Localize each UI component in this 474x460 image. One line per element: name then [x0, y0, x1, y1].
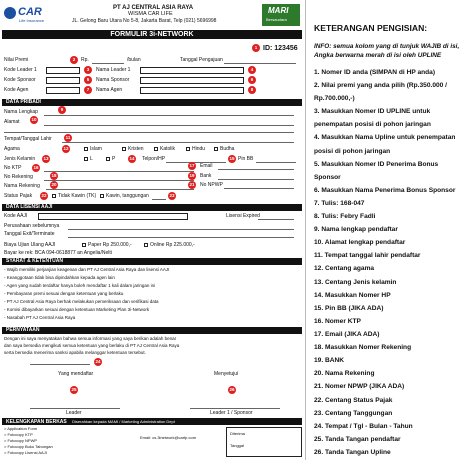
biaya-ujian-label: Biaya Ujian Ulang AAJI: [4, 242, 56, 248]
logo-mark-icon: [4, 7, 16, 19]
marker-21: 21: [189, 182, 195, 187]
pin-bb-field[interactable]: [256, 162, 296, 163]
info-line-1: INFO: semua kolom yang di tunjuk WAJIB di isi,: [314, 43, 460, 50]
no-npwp-label: No NPWP: [200, 182, 223, 188]
kode-aaji-field[interactable]: [38, 213, 188, 220]
member-id: ID: 123456: [263, 45, 298, 52]
marker-12: 12: [63, 146, 69, 151]
data-lisensi-title: DATA LISENSI AAJI: [6, 204, 53, 210]
data-pribadi-title: DATA PRIBADI: [6, 99, 41, 105]
mari-logo-subtext: Bersaudara: [266, 17, 287, 22]
marker-24: 24: [95, 359, 101, 364]
nama-agen-field[interactable]: [140, 87, 244, 94]
berkas-item-1: > Application Form: [4, 426, 38, 431]
marker-9: 9: [58, 106, 66, 114]
pernyataan-line-1: Dengan ini saya menyatakan bahwa semua informasi yang saya berikan adalah benar: [4, 336, 177, 341]
logo-subtext: Life Insurance: [19, 18, 45, 23]
nama-lengkap-label: Nama Lengkap: [4, 109, 38, 115]
tempat-tanggal-field[interactable]: [30, 364, 90, 365]
lisensi-expired-label: Lisensi Expired: [226, 213, 260, 219]
marker-11: 11: [65, 135, 71, 140]
per-bulan-label: /bulan: [127, 57, 141, 63]
syarat-title: SYARAT & KETENTUAN: [6, 258, 63, 264]
tanggal-exit-field[interactable]: [68, 237, 294, 238]
pin-bb-label: Pin BB: [238, 156, 254, 162]
marker-15: 15: [229, 156, 235, 161]
marker-7: 7: [84, 86, 92, 94]
note-item: 14. Masukkan Nomer HP: [314, 292, 391, 299]
online-checkbox[interactable]: [144, 243, 148, 247]
pernyataan-line-3: serta bersedia menerima sanksi apabila melanggar ketentuan tersebut.: [4, 350, 146, 355]
status-pajak-label: Status Pajak: [4, 193, 33, 199]
agama-budha-checkbox[interactable]: [214, 147, 218, 151]
no-ktp-label: No KTP: [4, 165, 22, 171]
keterangan-panel: [310, 0, 474, 460]
note-item: 1. Nomer ID anda (SIMPAN di HP anda): [314, 69, 436, 76]
marker-25: 25: [71, 387, 77, 392]
no-rekening-label: No Rekening: [4, 174, 33, 180]
marker-10: 10: [31, 117, 37, 122]
bank-label: Bank: [200, 173, 212, 179]
company-building: WISMA CAR LIFE: [128, 11, 173, 17]
marker-1: 1: [252, 44, 260, 52]
syarat-header: [2, 258, 302, 265]
marker-4: 4: [248, 66, 256, 74]
status-kawin-checkbox[interactable]: [100, 194, 104, 198]
berkas-email-note: Email: cs.3inetwork@carfp.com: [140, 435, 197, 440]
data-lisensi-header: [2, 204, 302, 211]
alamat-label: Alamat: [4, 119, 20, 125]
rp-label: Rp.: [81, 57, 89, 63]
note-item: 18. Masukkan Nomer Rekening: [314, 344, 412, 351]
company-address: JL. Gelong Baru Utara No 5-8, Jakarta Barat, Telp (021) 5696998: [72, 18, 217, 24]
nama-sponsor-label: Nama Sponsor: [96, 77, 130, 83]
marker-17: 17: [189, 163, 195, 168]
note-item: 25. Tanda Tangan pendaftar: [314, 436, 401, 443]
kode-agen-label: Kode Agen: [4, 87, 29, 93]
syarat-line-6: - Komisi dibayarkan sesuai dengan ketentuan Marketing Plan 3i-Network: [4, 307, 150, 312]
note-item: 4. Masukkan Nama Upline untuk penempatan: [314, 134, 456, 141]
tanggal-pengajuan-label: Tanggal Pengajuan: [180, 57, 223, 63]
marker-18: 18: [51, 173, 57, 178]
agama-islam-label: Islam: [90, 146, 102, 152]
jenis-kelamin-label: Jenis Kelamin: [4, 156, 36, 162]
kode-sponsor-field[interactable]: [46, 77, 80, 84]
jk-p-label: P: [112, 156, 116, 162]
no-npwp-field[interactable]: [224, 188, 294, 189]
marker-3: 3: [84, 66, 92, 74]
marker-22: 22: [41, 193, 47, 198]
note-item: 13. Centang Jenis kelamin: [314, 279, 397, 286]
note-item: 26. Tanda Tangan Upline: [314, 449, 391, 456]
sign-left-label: Leader: [66, 410, 82, 416]
mari-bersaudara-logo: [262, 4, 300, 26]
nama-rekening-label: Nama Rekening: [4, 183, 40, 189]
yang-mendaftar-label: Yang mendaftar: [58, 371, 94, 377]
sign-right-label: Leader 1 / Sponsor: [210, 410, 253, 416]
berkas-item-5: > Fotocopy Lisensi AAJI: [4, 450, 47, 455]
agama-hindu-checkbox[interactable]: [186, 147, 190, 151]
kode-aaji-label: Kode AAJI: [4, 213, 28, 219]
note-item: 23. Centang Tanggungan: [314, 410, 393, 417]
note-item: 17. Email (JIKA ADA): [314, 331, 380, 338]
agama-budha-label: Budha: [220, 146, 235, 152]
logo-text: CAR: [18, 6, 42, 18]
jk-l-label: L: [90, 156, 93, 162]
paper-label: Paper Rp 250.000,-: [88, 242, 132, 248]
diterima-box: [226, 427, 302, 457]
marker-23: 23: [169, 193, 175, 198]
berkas-item-2: > Fotocopy KTP: [4, 432, 33, 437]
note-item: Sponsor: [314, 174, 341, 181]
note-item: 7. Tulis: 168-047: [314, 200, 365, 207]
note-item: 9. Nama lengkap pendaftar: [314, 226, 398, 233]
agama-kristen-label: Kristen: [128, 146, 144, 152]
note-item: 24. Tempat / Tgl - Bulan - Tahun: [314, 423, 413, 430]
email-field[interactable]: [218, 169, 294, 170]
nilai-premi-field[interactable]: [92, 63, 124, 64]
marker-19: 19: [189, 173, 195, 178]
diterima-label: Diterima: [230, 431, 245, 436]
agama-katolik-checkbox[interactable]: [154, 147, 158, 151]
marker-16: 16: [33, 165, 39, 170]
nama-lengkap-field[interactable]: [44, 115, 294, 116]
car-logo: [4, 4, 50, 24]
email-label: Email: [200, 163, 213, 169]
tanggungan-field[interactable]: [152, 199, 166, 200]
marker-20: 20: [51, 182, 57, 187]
marker-8: 8: [248, 86, 256, 94]
nama-leader-label: Nama Leader 1: [96, 67, 131, 73]
note-item: 21. Nomer NPWP (JIKA ADA): [314, 383, 405, 390]
kode-leader-label: Kode Leader 1: [4, 67, 37, 73]
agama-kristen-checkbox[interactable]: [122, 147, 126, 151]
kode-sponsor-label: Kode Sponsor: [4, 77, 36, 83]
syarat-line-1: - Wajib memiliki perjanjian keagenan dan PT AJ Central Asia Raya dan lisensi AAJI: [4, 267, 170, 272]
bayar-ke-label: Bayar ke rek: BCA 094-0618877 an Angelia/Nelti: [4, 250, 112, 256]
menyetujui-label: Menyetujui: [214, 371, 239, 377]
kode-leader-field[interactable]: [46, 67, 80, 74]
signature-line-left[interactable]: [30, 408, 120, 409]
note-item: Rp.700.000,-): [314, 95, 355, 102]
nilai-premi-label: Nilai Premi: [4, 57, 29, 63]
agama-label: Agama: [4, 146, 20, 152]
jk-l-checkbox[interactable]: [84, 157, 88, 161]
nama-sponsor-field[interactable]: [140, 77, 244, 84]
syarat-line-7: - Nasabah PT AJ Central Asia Raya: [4, 315, 76, 320]
jk-p-checkbox[interactable]: [106, 157, 110, 161]
tanggal-label: Tanggal: [230, 443, 245, 448]
paper-checkbox[interactable]: [82, 243, 86, 247]
note-item: 6. Masukkan Nama Penerima Bonus Sponsor: [314, 187, 456, 194]
marker-2: 2: [70, 56, 78, 64]
note-item: 12. Centang agama: [314, 265, 375, 272]
info-line-2: Angka berwarna merah di isi oleh UPLINE: [314, 52, 442, 59]
online-label: Online Rp 225.000,-: [150, 242, 195, 248]
alamat-field-1[interactable]: [44, 125, 294, 126]
pernyataan-title: PERNYATAAN: [6, 327, 40, 333]
perusahaan-sebelumnya-field[interactable]: [68, 229, 294, 230]
marker-6: 6: [248, 76, 256, 84]
no-ktp-field[interactable]: [44, 171, 194, 172]
tanggal-exit-label: Tanggal Exit/Terminate: [4, 231, 55, 237]
ttl-field[interactable]: [62, 142, 294, 143]
data-pribadi-header: [2, 99, 302, 106]
status-tk-label: Tidak Kawin (TK): [58, 193, 97, 199]
note-item: 5. Masukkan Nomer ID Penerima Bonus: [314, 161, 439, 168]
form-title: FORMULIR 3i-NETWORK: [110, 31, 194, 38]
ttl-label: Tempat/Tanggal Lahir: [4, 136, 52, 142]
syarat-line-3: - Agen yang sudah terdaftar hanya boleh mendaftar 1 kali dalam jaringan ini: [4, 283, 156, 288]
note-item: 2. Nilai premi yang anda pilih (Rp.350.000 /: [314, 82, 448, 89]
note-item: 16. Nomer KTP: [314, 318, 361, 325]
bank-field[interactable]: [218, 179, 294, 180]
nama-rekening-field[interactable]: [46, 189, 194, 190]
marker-14: 14: [129, 156, 135, 161]
note-item: penempatan posisi di pohon jaringan: [314, 121, 431, 128]
marker-13: 13: [43, 156, 49, 161]
agama-hindu-label: Hindu: [192, 146, 206, 152]
agama-katolik-label: Katolik: [160, 146, 176, 152]
signature-line-right[interactable]: [190, 408, 280, 409]
berkas-item-4: > Fotocopy Buku Tabungan: [4, 444, 53, 449]
marker-26: 26: [229, 387, 235, 392]
nama-leader-field[interactable]: [140, 67, 244, 74]
syarat-line-2: - Keanggotaan tidak bisa dipindahkan kepada agen lain: [4, 275, 115, 280]
note-item: 20. Nama Rekening: [314, 370, 375, 377]
kelengkapan-sub: Diserahkan kepada MAMI / Marketing Administration Dept: [72, 419, 175, 424]
note-item: 8. Tulis: Febry Fadli: [314, 213, 376, 220]
telpon-hp-field[interactable]: [166, 162, 226, 163]
form-title-bar: [2, 30, 302, 39]
note-item: 22. Centang Status Pajak: [314, 397, 393, 404]
kode-agen-field[interactable]: [46, 87, 80, 94]
syarat-line-5: - PT AJ Central Asia Raya berhak melakukan pemeriksaan dan verifikasi data: [4, 299, 159, 304]
note-item: 15. Pin BB (JIKA ADA): [314, 305, 384, 312]
keterangan-title: KETERANGAN PENGISIAN:: [314, 23, 428, 33]
status-tk-checkbox[interactable]: [52, 194, 56, 198]
note-item: posisi di pohon jaringan: [314, 148, 391, 155]
mari-logo-text: MARI: [268, 6, 289, 15]
kelengkapan-title: KELENGKAPAN BERKAS: [6, 419, 67, 425]
status-kawin-label: Kawin, tanggungan: [106, 193, 149, 199]
marker-5: 5: [84, 76, 92, 84]
nama-agen-label: Nama Agen: [96, 87, 123, 93]
note-item: 19. BANK: [314, 357, 345, 364]
no-rekening-field[interactable]: [44, 180, 194, 181]
note-item: 10. Alamat lengkap pendaftar: [314, 239, 406, 246]
tanggal-pengajuan-field[interactable]: [224, 63, 296, 64]
perusahaan-sebelumnya-label: Perusahaan sebelumnya: [4, 223, 60, 229]
note-item: 3. Masukkan Nomer ID UPLINE untuk: [314, 108, 431, 115]
berkas-item-3: > Fotocopy NPWP: [4, 438, 38, 443]
telpon-hp-label: Telpon/HP: [142, 156, 166, 162]
lisensi-expired-field[interactable]: [258, 219, 294, 220]
company-name: PT AJ CENTRAL ASIA RAYA: [113, 5, 194, 11]
alamat-field-2[interactable]: [4, 132, 294, 133]
agama-islam-checkbox[interactable]: [84, 147, 88, 151]
syarat-line-4: - Pembayaran premi sesuai dengan ketentuan yang berlaku: [4, 291, 124, 296]
pernyataan-line-2: dan saya bersedia mengikuti semua ketentuan yang berlaku di PT AJ Central Asia Raya: [4, 343, 180, 348]
note-item: 11. Tempat tanggal lahir pendaftar: [314, 252, 421, 259]
pernyataan-header: [2, 327, 302, 334]
kelengkapan-header: [2, 418, 302, 425]
